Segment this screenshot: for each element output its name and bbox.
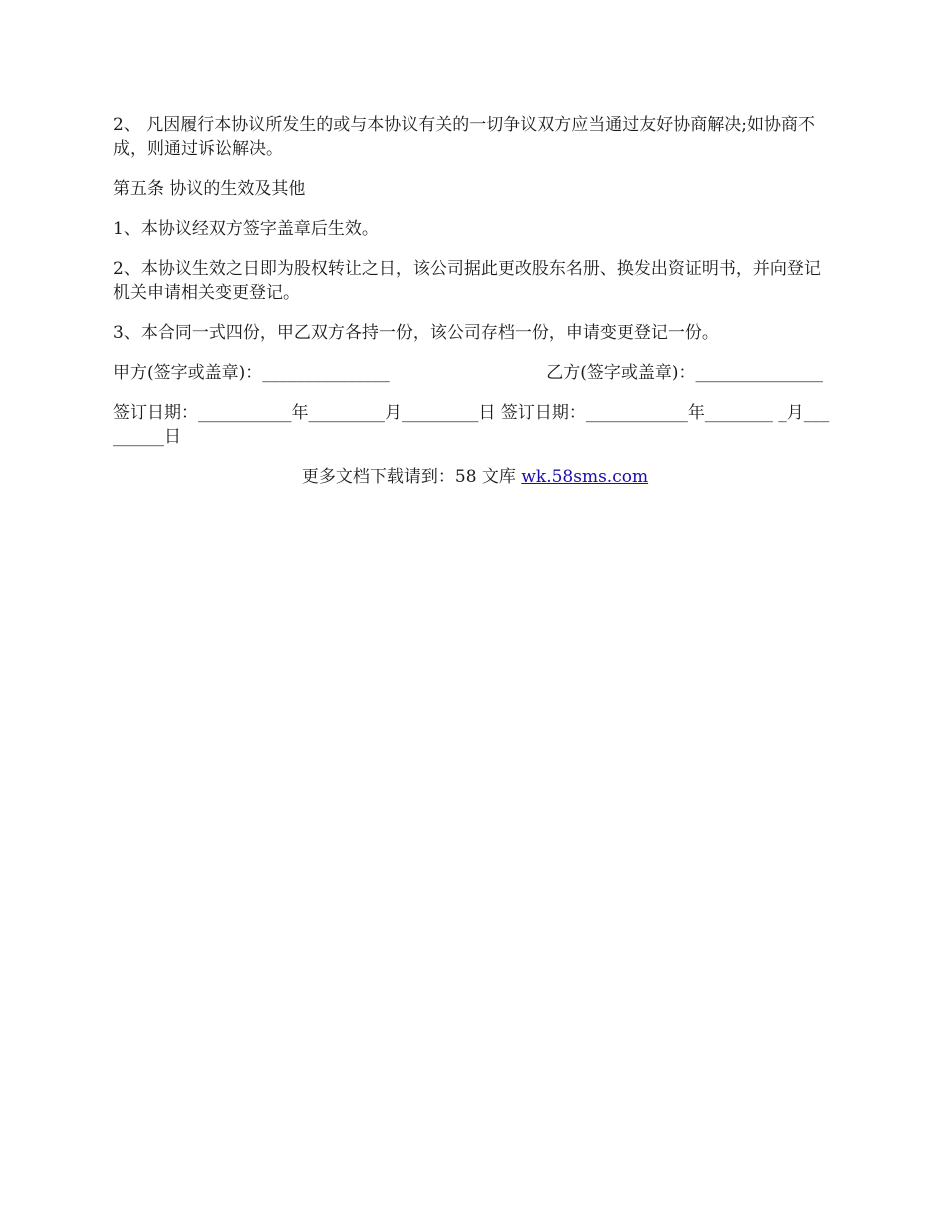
document-page [113, 113, 837, 489]
signature-row [113, 361, 837, 385]
footer-download-note [113, 465, 837, 489]
footer-text: 更多文档下载请到：58 文库 [301, 467, 522, 487]
party-a-signature: 甲方(签字或盖章)：_______________ [113, 363, 390, 383]
section-heading-article-five: 第五条 协议的生效及其他 [113, 179, 306, 199]
clause-effectiveness: 1、本协议经双方签字盖章后生效。 [113, 219, 379, 239]
footer-link[interactable]: wk.58sms.com [521, 467, 649, 487]
clause-transfer-date: 2、本协议生效之日即为股权转让之日，该公司据此更改股东名册、换发出资证明书，并向登记机关申请相关变更登记。 [113, 259, 821, 303]
party-b-signature: 乙方(签字或盖章)：_______________ [546, 363, 823, 383]
clause-copies: 3、本合同一式四份，甲乙双方各持一份，该公司存档一份，申请变更登记一份。 [113, 323, 719, 343]
signing-date-line: 签订日期：___________年_________月_________日 签订日期：____________年________ _月_________日 [113, 403, 830, 447]
clause-dispute-resolution: 2、 凡因履行本协议所发生的或与本协议有关的一切争议双方应当通过友好协商解决;如协商不成，则通过诉讼解决。 [113, 115, 815, 159]
